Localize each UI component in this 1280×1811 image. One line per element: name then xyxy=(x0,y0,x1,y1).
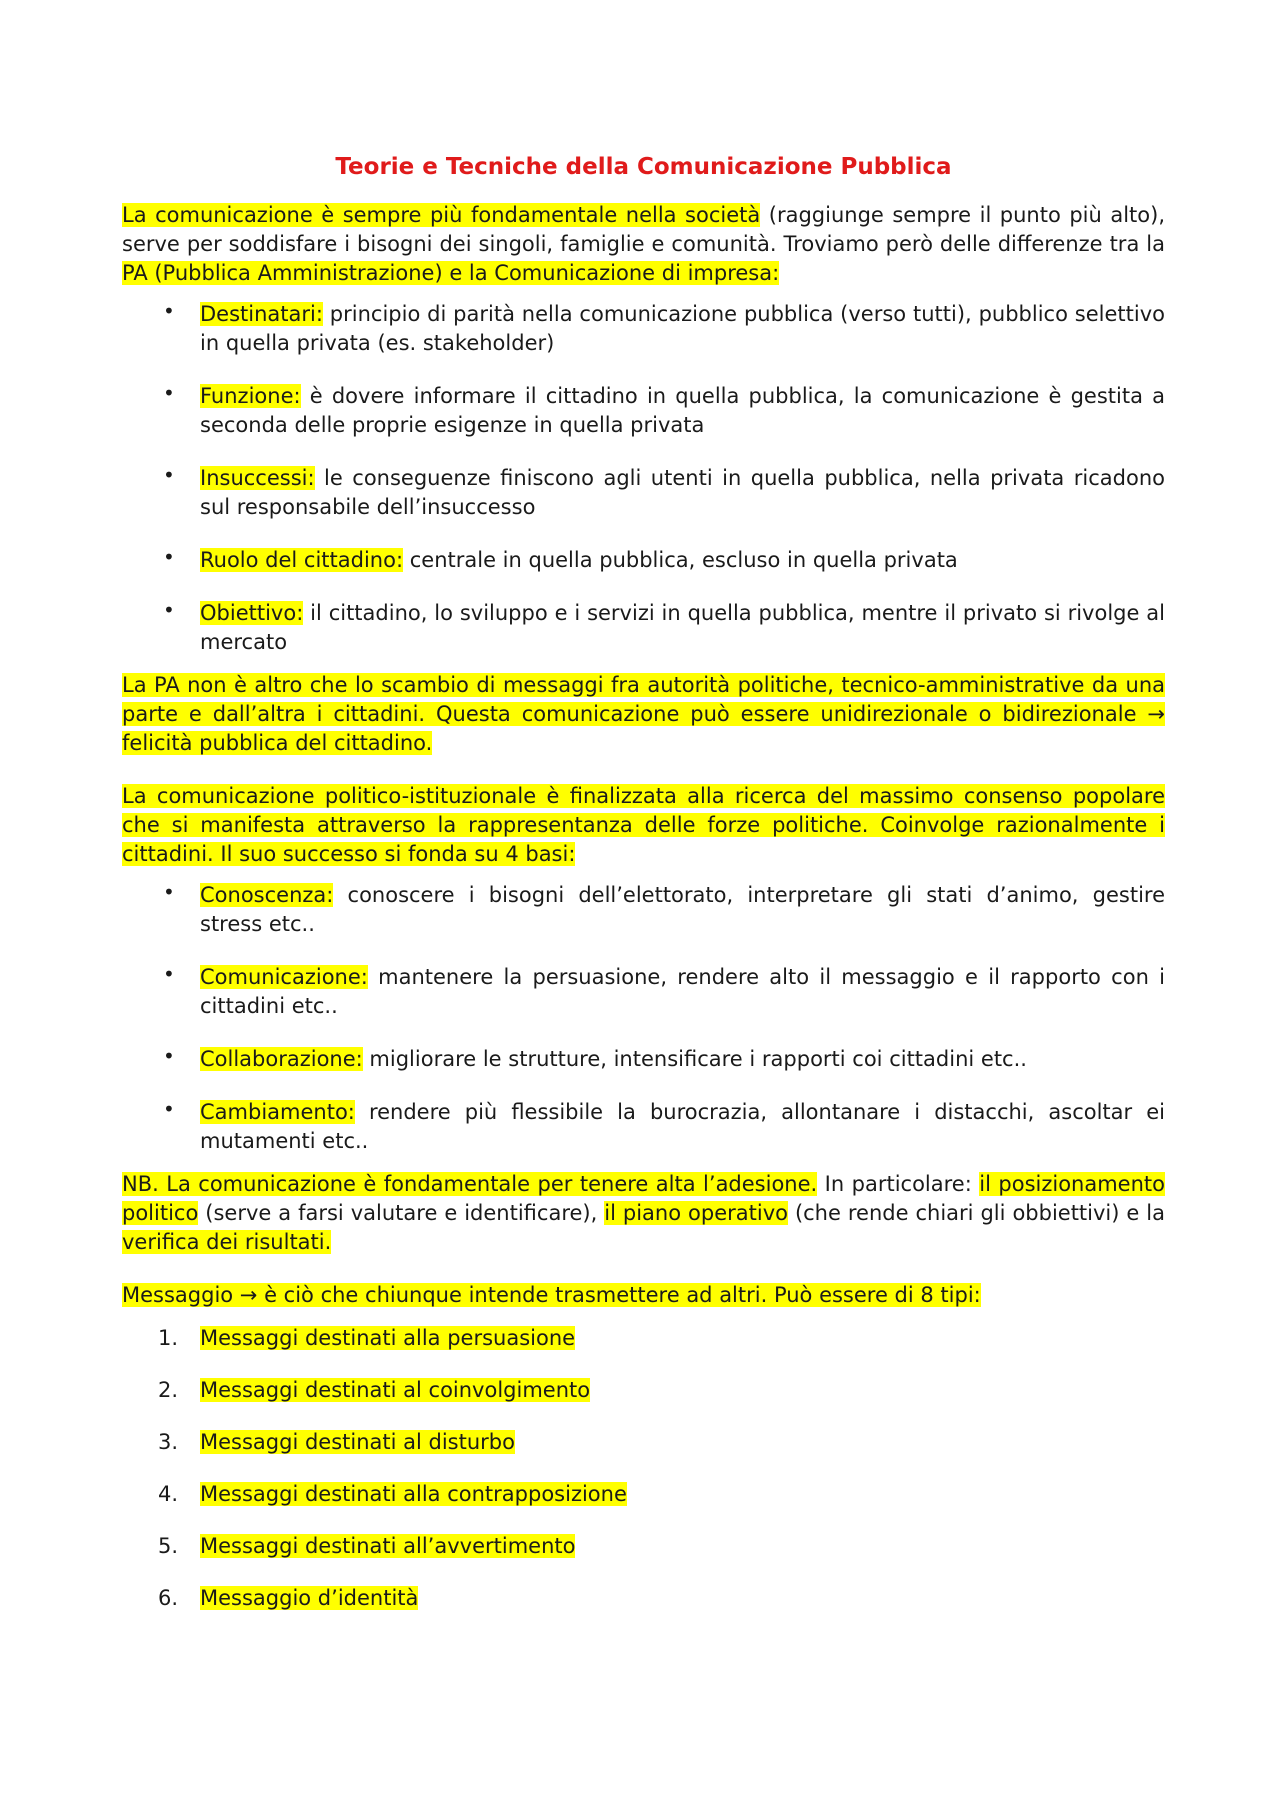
list-item xyxy=(200,382,1165,440)
item-text: rendere più flessibile la burocrazia, allontanare i distacchi, ascoltar ei mutamenti etc.. xyxy=(200,1100,1165,1153)
nb-text-2: (serve a farsi valutare e identificare), xyxy=(198,1201,605,1225)
item-number: 6. xyxy=(158,1586,179,1610)
nb-highlight-4: verifica dei risultati. xyxy=(122,1230,332,1254)
nb-text-3: (che rende chiari gli obbiettivi) e la xyxy=(787,1201,1166,1225)
list-item xyxy=(158,1428,1165,1457)
list-item xyxy=(158,1584,1165,1613)
intro-text-1: (raggiunge sempre il punto più alto), serve per soddisfare i bisogni dei singoli, famiglie e comunità. Troviamo però delle differenze tra la xyxy=(122,203,1165,256)
item-text: conoscere i bisogni dell’elettorato, interpretare gli stati d’animo, gestire stress etc.. xyxy=(200,883,1165,936)
item-text: centrale in quella pubblica, escluso in quella privata xyxy=(403,548,958,572)
nb-paragraph xyxy=(122,1170,1165,1257)
item-text: Messaggio d’identità xyxy=(200,1586,419,1610)
list-item xyxy=(200,546,1165,575)
intro-highlight-1: La comunicazione è sempre più fondamentale nella società xyxy=(122,203,761,227)
item-label: Ruolo del cittadino: xyxy=(200,548,404,572)
nb-highlight-2: il posizionamento politico xyxy=(122,1172,1165,1225)
item-text: Messaggi destinati all’avvertimento xyxy=(200,1534,576,1558)
list-item xyxy=(200,464,1165,522)
message-types-list xyxy=(122,1324,1165,1613)
item-text: le conseguenze finiscono agli utenti in quella pubblica, nella privata ricadono sul responsabile dell’insuccesso xyxy=(200,466,1165,519)
item-label: Destinatari: xyxy=(200,302,323,326)
bases-list xyxy=(122,881,1165,1156)
item-text: Messaggi destinati alla persuasione xyxy=(200,1326,576,1350)
item-text: è dovere informare il cittadino in quella pubblica, la comunicazione è gestita a seconda delle proprie esigenze in quella privata xyxy=(200,384,1165,437)
item-number: 2. xyxy=(158,1378,179,1402)
item-text: migliorare le strutture, intensificare i rapporti coi cittadini etc.. xyxy=(362,1047,1027,1071)
item-text: Messaggi destinati al coinvolgimento xyxy=(200,1378,591,1402)
intro-paragraph xyxy=(122,201,1165,288)
list-item xyxy=(200,300,1165,358)
list-item xyxy=(200,599,1165,657)
list-item xyxy=(158,1480,1165,1509)
item-text: principio di parità nella comunicazione pubblica (verso tutti), pubblico selettivo in quella privata (es. stakeholder) xyxy=(200,302,1165,355)
item-text: mantenere la persuasione, rendere alto il messaggio e il rapporto con i cittadini etc.. xyxy=(200,965,1165,1018)
nb-highlight-1: NB. La comunicazione è fondamentale per tenere alta l’adesione. xyxy=(122,1172,818,1196)
list-item xyxy=(200,963,1165,1021)
item-number: 5. xyxy=(158,1534,179,1558)
item-text: il cittadino, lo sviluppo e i servizi in quella pubblica, mentre il privato si rivolge al mercato xyxy=(200,601,1165,654)
item-label: Conoscenza: xyxy=(200,883,334,907)
item-label: Obiettivo: xyxy=(200,601,304,625)
intro-highlight-2: PA (Pubblica Amministrazione) e la Comunicazione di impresa: xyxy=(122,261,780,285)
item-text: Messaggi destinati alla contrapposizione xyxy=(200,1482,627,1506)
message-intro-paragraph xyxy=(122,1281,1165,1310)
item-label: Insuccessi: xyxy=(200,466,315,490)
nb-text-1: In particolare: xyxy=(817,1172,980,1196)
item-number: 4. xyxy=(158,1482,179,1506)
item-text: Messaggi destinati al disturbo xyxy=(200,1430,515,1454)
nb-highlight-3: il piano operativo xyxy=(604,1201,788,1225)
list-item xyxy=(200,881,1165,939)
political-highlight: La comunicazione politico-istituzionale è finalizzata alla ricerca del massimo consenso popolare che si manifesta attraverso la rappresentanza delle forze politiche. Coinvolge razionalmente i cittadini. Il suo successo si fonda su 4 basi: xyxy=(122,784,1165,866)
pa-paragraph xyxy=(122,671,1165,758)
item-label: Comunicazione: xyxy=(200,965,368,989)
political-paragraph xyxy=(122,782,1165,869)
list-item xyxy=(158,1324,1165,1353)
item-number: 3. xyxy=(158,1430,179,1454)
item-label: Collaborazione: xyxy=(200,1047,363,1071)
differences-list xyxy=(122,300,1165,657)
item-number: 1. xyxy=(158,1326,179,1350)
message-intro-highlight: Messaggio → è ciò che chiunque intende trasmettere ad altri. Può essere di 8 tipi: xyxy=(122,1283,981,1307)
document-title: Teorie e Tecniche della Comunicazione Pubblica xyxy=(335,154,952,180)
item-label: Funzione: xyxy=(200,384,301,408)
list-item xyxy=(200,1045,1165,1074)
list-item xyxy=(158,1532,1165,1561)
list-item xyxy=(158,1376,1165,1405)
pa-highlight: La PA non è altro che lo scambio di messaggi fra autorità politiche, tecnico-amministrative da una parte e dall’altra i cittadini. Questa comunicazione può essere unidirezionale o bidirezionale → felicità pubblica del cittadino. xyxy=(122,673,1165,755)
list-item xyxy=(200,1098,1165,1156)
item-label: Cambiamento: xyxy=(200,1100,355,1124)
